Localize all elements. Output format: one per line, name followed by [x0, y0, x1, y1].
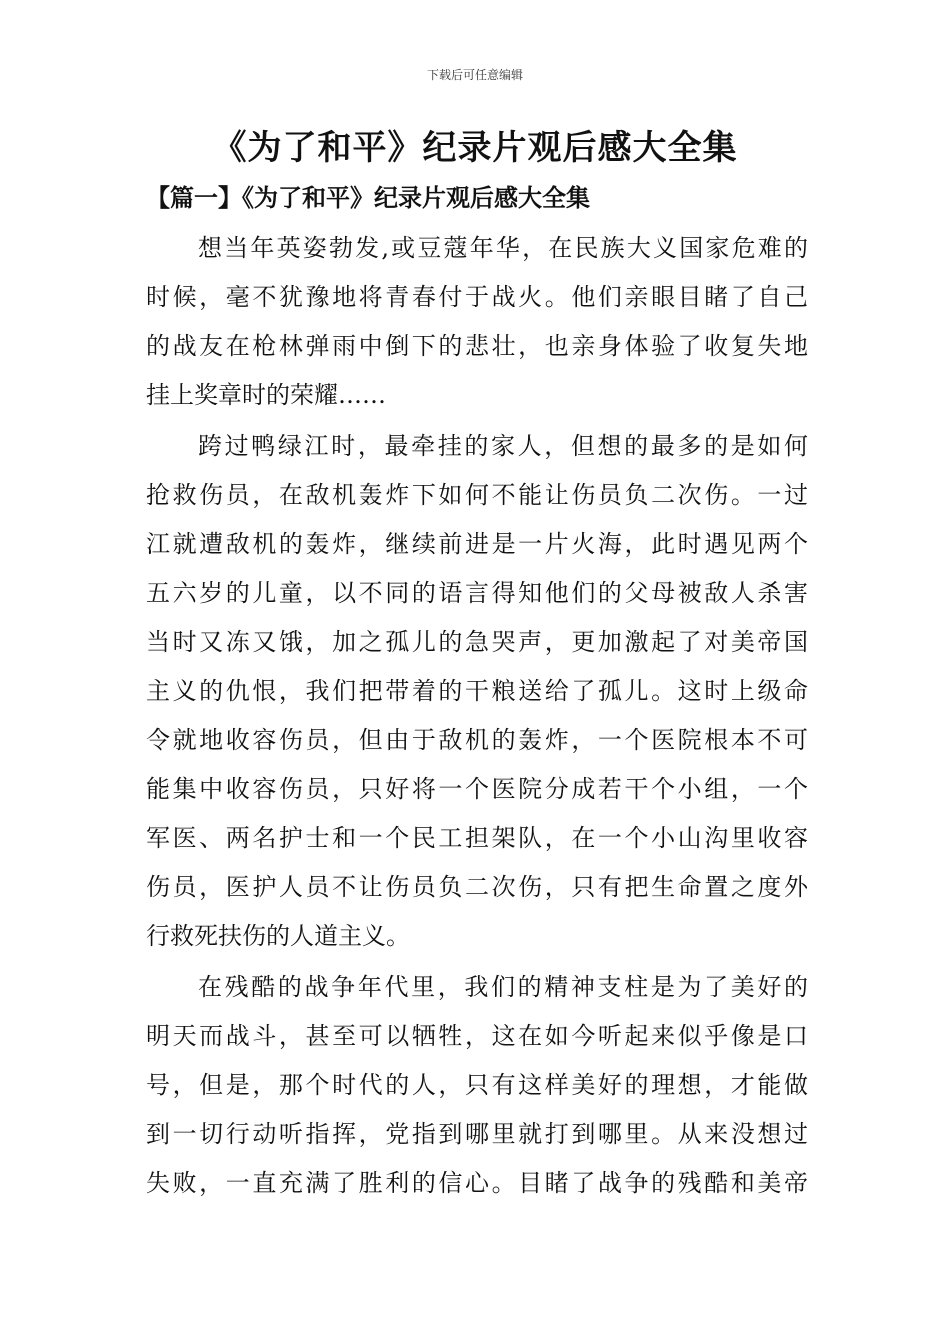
text-line: 能集中收容伤员，只好将一个医院分成若干个小组，一个 [146, 775, 808, 803]
text-line: 跨过鸭绿江时，最牵挂的家人，但想的最多的是如何 [198, 432, 808, 460]
text-line: 挂上奖章时的荣耀…… [146, 381, 386, 409]
page-header-note: 下载后可任意编辑 [426, 68, 523, 82]
document-body [146, 224, 808, 1210]
text-line: 想当年英姿勃发,或豆蔻年华，在民族大义国家危难的 [198, 234, 808, 262]
text-line: 到一切行动听指挥，党指到哪里就打到哪里。从来没想过 [146, 1120, 808, 1148]
section-heading: 【篇一】《为了和平》纪录片观后感大全集 [146, 183, 590, 212]
paragraph-1 [146, 224, 808, 420]
text-line: 失败，一直充满了胜利的信心。目睹了战争的残酷和美帝 [146, 1169, 808, 1197]
text-line: 时候，毫不犹豫地将青春付于战火。他们亲眼目睹了自己 [146, 283, 808, 311]
text-line: 伤员，医护人员不让伤员负二次伤，只有把生命置之度外 [146, 873, 808, 901]
text-line: 的战友在枪林弹雨中倒下的悲壮，也亲身体验了收复失地 [146, 332, 808, 360]
paragraph-2 [146, 422, 808, 961]
paragraph-3 [146, 963, 808, 1208]
text-line: 号，但是，那个时代的人，只有这样美好的理想，才能做 [146, 1071, 808, 1099]
text-line: 行救死扶伤的人道主义。 [146, 922, 410, 950]
text-line: 明天而战斗，甚至可以牺牲，这在如今听起来似乎像是口 [146, 1022, 808, 1050]
text-line: 五六岁的儿童，以不同的语言得知他们的父母被敌人杀害 [146, 579, 808, 607]
text-line: 令就地收容伤员，但由于敌机的轰炸，一个医院根本不可 [146, 726, 808, 754]
text-line: 抢救伤员，在敌机轰炸下如何不能让伤员负二次伤。一过 [146, 481, 808, 509]
text-line: 主义的仇恨，我们把带着的干粮送给了孤儿。这时上级命 [146, 677, 808, 705]
document-title: 《为了和平》纪录片观后感大全集 [212, 128, 738, 168]
text-line: 当时又冻又饿，加之孤儿的急哭声，更加激起了对美帝国 [146, 628, 808, 656]
text-line: 在残酷的战争年代里，我们的精神支柱是为了美好的 [198, 973, 808, 1001]
text-line: 江就遭敌机的轰炸，继续前进是一片火海，此时遇见两个 [146, 530, 808, 558]
text-line: 军医、两名护士和一个民工担架队，在一个小山沟里收容 [146, 824, 808, 852]
